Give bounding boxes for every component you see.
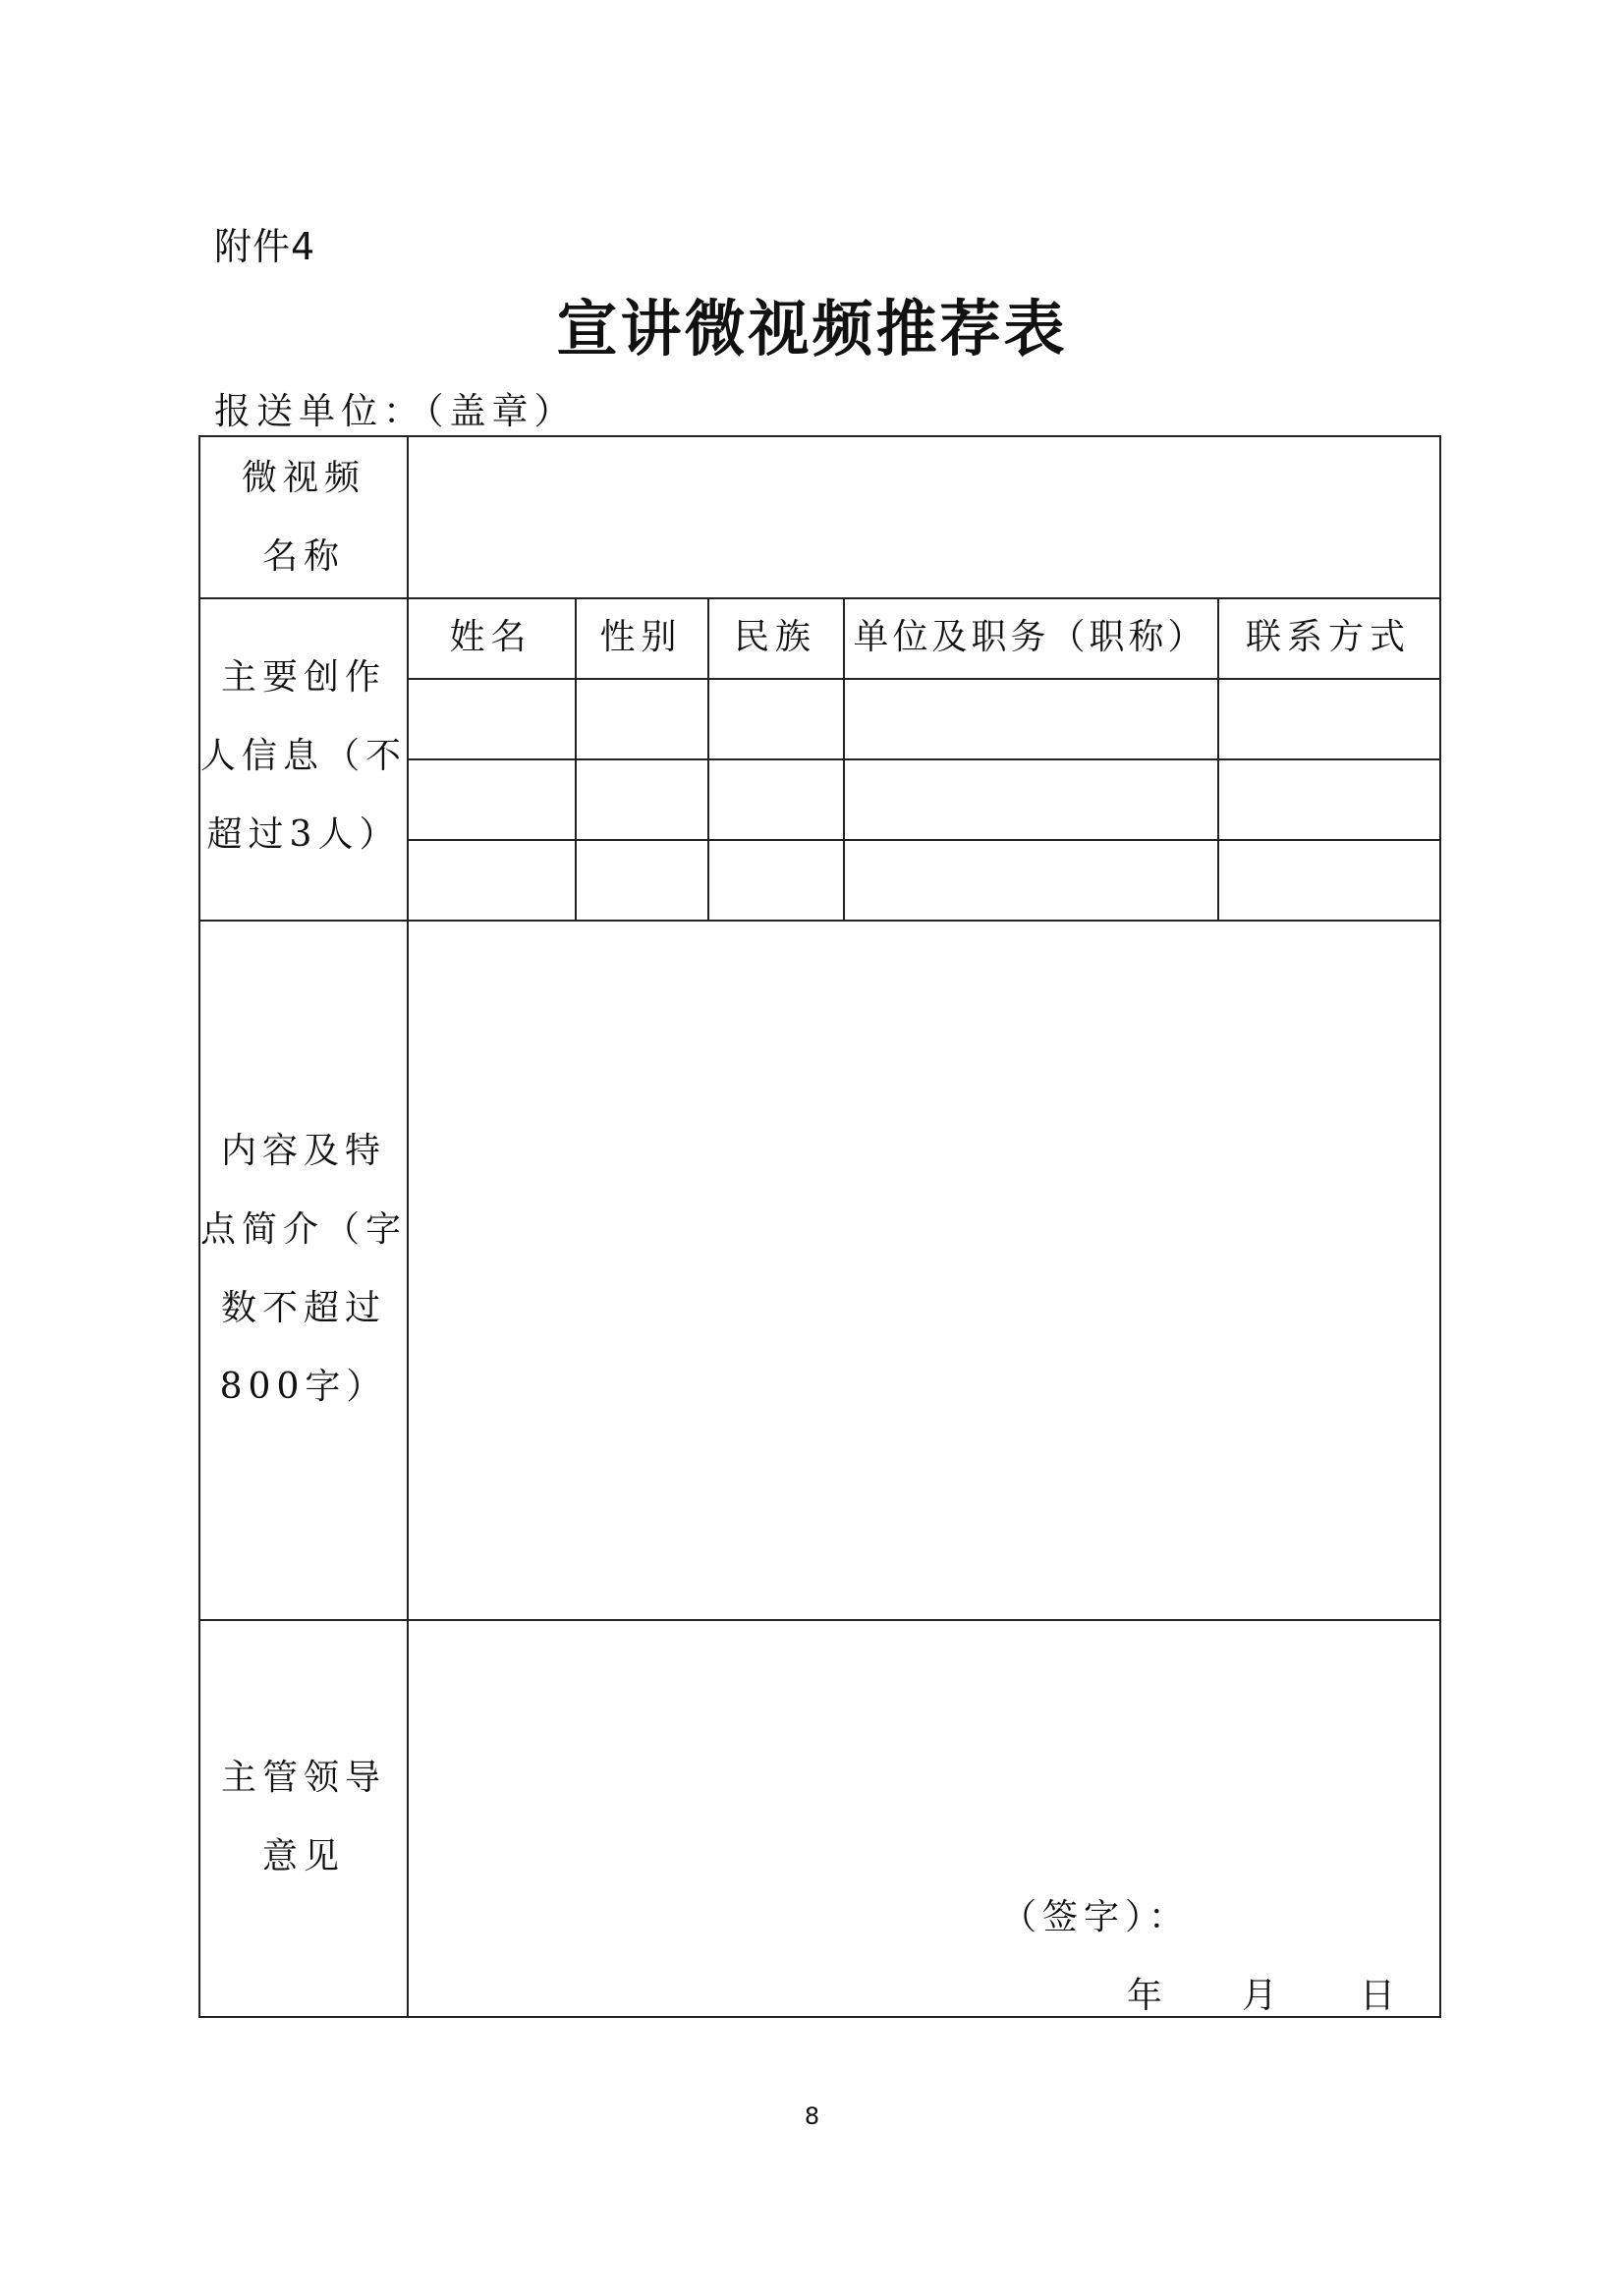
row-divider: [407, 839, 1439, 841]
video-name-label: 微视频 名称: [241, 458, 365, 577]
date-year-label: 年: [1127, 1976, 1169, 2016]
signature-label: （签字）：: [1001, 1897, 1191, 1937]
form-title: 宣讲微视频推荐表: [556, 293, 1068, 364]
date-month-label: 月: [1242, 1976, 1284, 2016]
attachment-label: 附件4: [214, 225, 316, 268]
column-header-name: 姓名: [449, 617, 532, 657]
column-header-unit-position: 单位及职务（职称）: [853, 617, 1207, 657]
recommendation-form-table: [198, 435, 1441, 2018]
main-creators-label: 主要创作 人信息（不 超过3人）: [200, 657, 408, 855]
row-divider: [200, 920, 1439, 922]
date-day-label: 日: [1360, 1976, 1402, 2016]
leader-opinion-label: 主管领导 意见: [220, 1758, 386, 1876]
submitting-unit-label: 报送单位：（盖章）: [214, 390, 577, 432]
column-header-ethnicity: 民族: [733, 617, 816, 657]
row-divider: [407, 758, 1439, 760]
row-divider: [407, 678, 1439, 680]
column-header-contact: 联系方式: [1245, 617, 1411, 657]
content-intro-label: 内容及特 点简介（字 数不超过 800字）: [200, 1131, 408, 1407]
row-divider: [200, 1619, 1439, 1621]
column-header-gender: 性别: [599, 617, 683, 657]
page-number: 8: [804, 2102, 820, 2130]
